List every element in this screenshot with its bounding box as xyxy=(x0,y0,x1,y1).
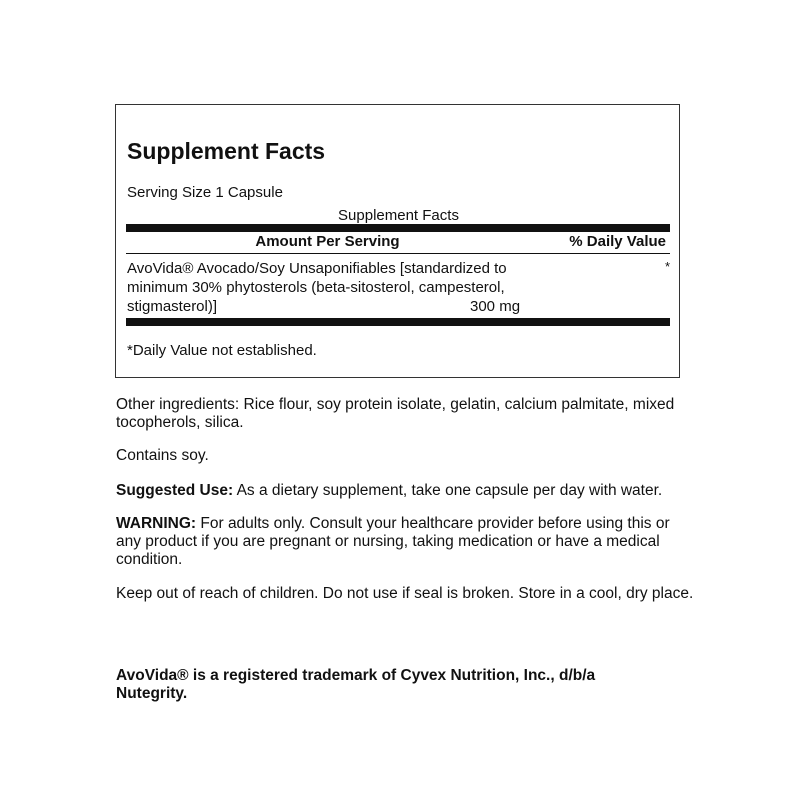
warning-text: For adults only. Consult your healthcare provider before using this or any product if you are pregnant or nursing, taking medication or have a medical condition. xyxy=(116,515,670,568)
table-caption: Supplement Facts xyxy=(338,207,459,224)
storage-instructions: Keep out of reach of children. Do not use if seal is broken. Store in a cool, dry place. xyxy=(116,585,694,602)
supplement-facts-panel xyxy=(115,104,680,378)
thin-divider xyxy=(126,253,670,254)
trademark-notice: AvoVida® is a registered trademark of Cyvex Nutrition, Inc., d/b/a Nutegrity. xyxy=(116,667,596,702)
ingredient-name: AvoVida® Avocado/Soy Unsaponifiables [standardized to minimum 30% phytosterols (beta-sitosterol, campesterol, stigmasterol)] xyxy=(127,260,507,315)
other-ingredients: Other ingredients: Rice flour, soy protein isolate, gelatin, calcium palmitate, mixed tocopherols, silica. xyxy=(116,396,675,431)
suggested-use xyxy=(116,482,696,500)
warning xyxy=(116,515,696,569)
serving-size: Serving Size 1 Capsule xyxy=(127,184,283,201)
header-amount-per-serving: Amount Per Serving xyxy=(255,233,400,250)
ingredient-daily-value: * xyxy=(664,259,670,274)
allergen-statement: Contains soy. xyxy=(116,447,209,464)
warning-label: WARNING: xyxy=(116,515,197,532)
suggested-use-text: As a dietary supplement, take one capsule per day with water. xyxy=(233,482,663,499)
thick-divider-bottom xyxy=(126,318,670,326)
table-header-row xyxy=(126,232,670,252)
suggested-use-label: Suggested Use: xyxy=(116,482,234,499)
ingredient-row xyxy=(126,259,670,315)
daily-value-footnote: *Daily Value not established. xyxy=(127,342,317,359)
header-daily-value: % Daily Value xyxy=(569,233,666,250)
thick-divider-top xyxy=(126,224,670,232)
supplement-facts-title: Supplement Facts xyxy=(127,138,326,164)
ingredient-amount: 300 mg xyxy=(470,298,521,315)
